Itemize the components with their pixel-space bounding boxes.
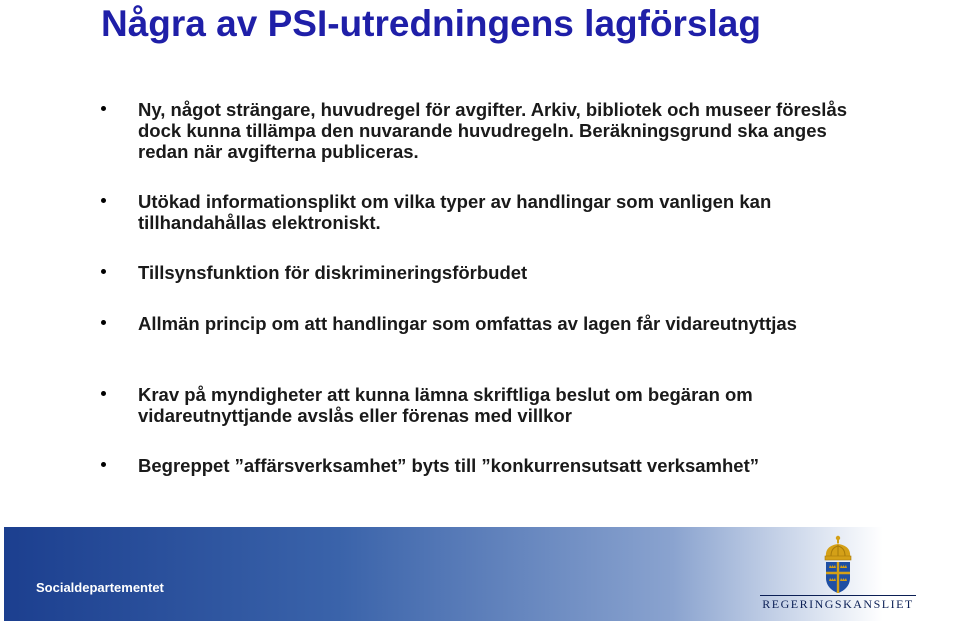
bullet-point-icon [101, 198, 106, 203]
regeringskansliet-logo [758, 535, 918, 619]
footer-band [4, 527, 959, 621]
logo-divider [760, 595, 916, 596]
bullet-text: Begreppet ”affärsverksamhet” byts till ”konkurrensutsatt verksamhet” [138, 455, 759, 476]
bullet-text: Utökad informationsplikt om vilka typer av handlingar som vanligen kan tillhandahållas elektroniskt. [138, 191, 772, 233]
bullet-text: Ny, något strängare, huvudregel för avgifter. Arkiv, bibliotek och museer föreslås dock kunna tillämpa den nuvarande huvudregeln. Beräkningsgrund ska anges redan när avgifterna publiceras. [138, 99, 848, 162]
logo-wordmark: REGERINGSKANSLIET [762, 597, 914, 611]
bullet-text: Tillsynsfunktion för diskrimineringsförbudet [138, 262, 528, 283]
crown-shield-icon [820, 535, 856, 595]
bullet-text: Krav på myndigheter att kunna lämna skriftliga beslut om begäran om vidareutnyttjande avslås eller förenas med villkor [138, 384, 753, 426]
footer-department: Socialdepartementet [36, 580, 164, 595]
bullet-point-icon [101, 269, 106, 274]
slide-title: Några av PSI-utredningens lagförslag [101, 3, 761, 44]
bullet-point-icon [101, 462, 106, 467]
bullet-text: Allmän princip om att handlingar som omfattas av lagen får vidareutnyttjas [138, 313, 797, 334]
bullet-point-icon [101, 320, 106, 325]
bullet-point-icon [101, 391, 106, 396]
bullet-point-icon [101, 106, 106, 111]
